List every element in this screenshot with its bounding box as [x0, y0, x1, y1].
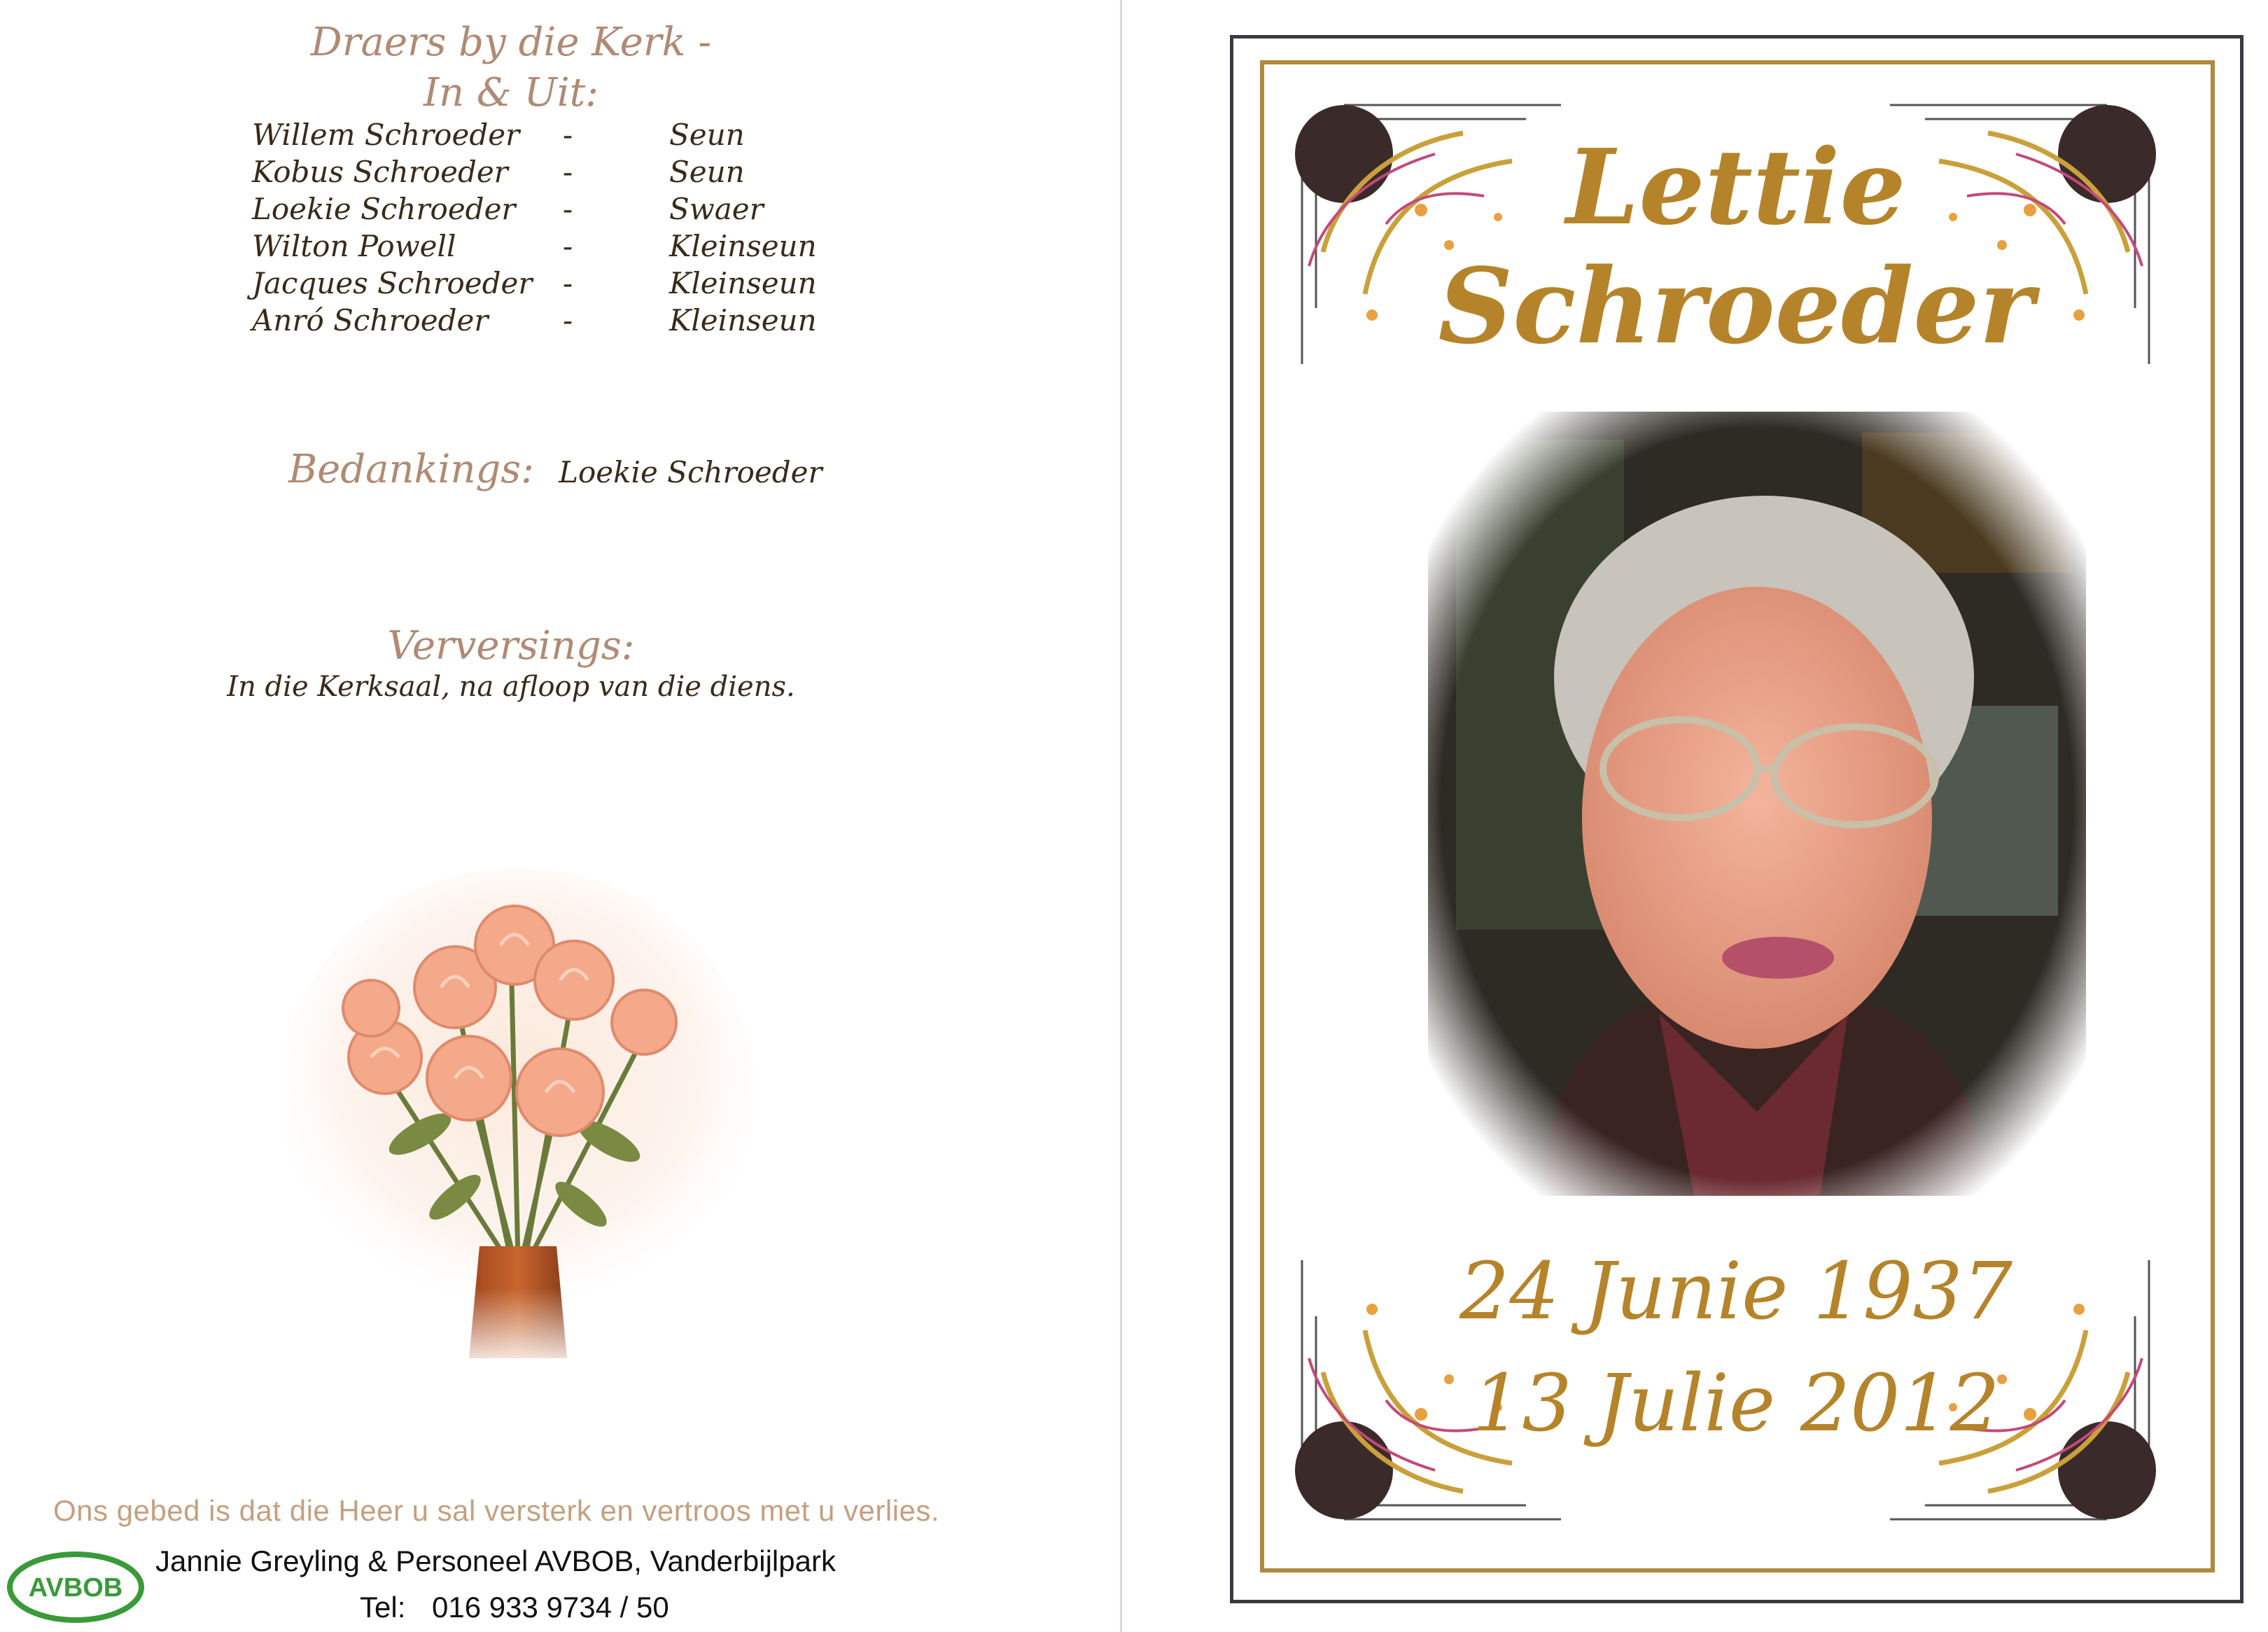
pallbearer-name: Kobus Schroeder — [252, 155, 508, 189]
pallbearer-name: Loekie Schroeder — [252, 192, 516, 226]
pallbearer-dash: - — [563, 192, 573, 226]
pallbearer-dash: - — [563, 303, 573, 337]
pallbearer-relation: Kleinseun — [669, 266, 817, 300]
pallbearer-dash: - — [563, 155, 573, 189]
condolence-prayer: Ons gebed is dat die Heer u sal versterk en vertroos met u verlies. — [53, 1494, 940, 1527]
pallbearer-row — [252, 192, 882, 229]
deceased-last-name: Schroeder — [1438, 245, 2034, 367]
pallbearers-heading: Draers by die Kerk - — [310, 20, 712, 65]
avbob-logo-text: AVBOB — [28, 1573, 123, 1603]
thanks-name: Loekie Schroeder — [559, 455, 822, 489]
pallbearer-name: Jacques Schroeder — [252, 266, 533, 300]
thanks-section — [288, 447, 822, 492]
roses-vase-illustration — [280, 868, 756, 1372]
portrait-photo — [1428, 412, 2086, 1196]
phone-number: 016 933 9734 / 50 — [432, 1591, 669, 1624]
pallbearer-row — [252, 266, 882, 303]
pallbearer-name: Anró Schroeder — [252, 303, 489, 337]
phone-label: Tel: — [360, 1591, 406, 1624]
death-date: 13 Julie 2012 — [1472, 1358, 2000, 1449]
pallbearers-list — [252, 118, 882, 340]
refreshments-title: Verversings: — [387, 623, 635, 669]
fold-line — [1120, 0, 1122, 1632]
pallbearer-row — [252, 155, 882, 192]
funeral-home-name: Jannie Greyling & Personeel AVBOB, Vanderbijlpark — [155, 1544, 836, 1577]
pallbearer-name: Wilton Powell — [252, 229, 456, 263]
pallbearer-relation: Swaer — [669, 192, 764, 226]
pallbearer-name: Willem Schroeder — [252, 118, 520, 152]
phone-line — [360, 1591, 669, 1624]
thanks-label: Bedankings: — [288, 447, 534, 492]
avbob-logo — [6, 1550, 146, 1624]
refreshments-text: In die Kerksaal, na afloop van die diens. — [227, 671, 795, 703]
pallbearer-row — [252, 229, 882, 266]
pallbearer-relation: Kleinseun — [669, 303, 817, 337]
pallbearer-relation: Kleinseun — [669, 229, 817, 263]
pallbearers-subheading: In & Uit: — [423, 70, 599, 116]
pallbearer-dash: - — [563, 266, 573, 300]
pallbearer-relation: Seun — [669, 155, 745, 189]
pallbearer-dash: - — [563, 118, 573, 152]
birth-date: 24 Junie 1937 — [1459, 1246, 2012, 1337]
pallbearer-relation: Seun — [669, 118, 745, 152]
pallbearer-dash: - — [563, 229, 573, 263]
pallbearer-row — [252, 118, 882, 155]
deceased-first-name: Lettie — [1566, 126, 1906, 248]
pallbearer-row — [252, 303, 882, 340]
